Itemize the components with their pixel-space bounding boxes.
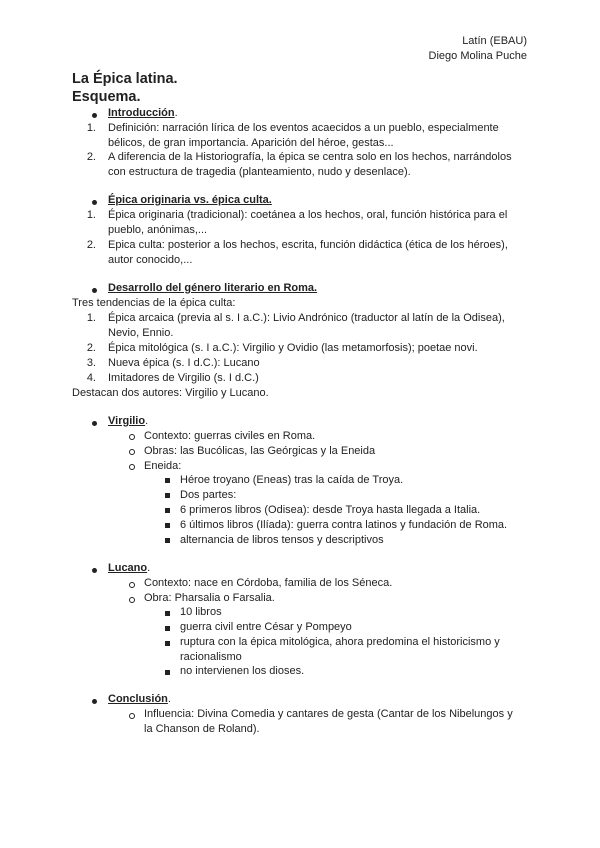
list-item-cont: bélicos, de gran importancia. Aparición del héroe, gestas...	[108, 137, 394, 149]
list-item: Épica arcaica (previa al s. I a.C.): Livio Andrónico (traductor al latín de la Odisea),	[108, 312, 505, 324]
list-item: Nueva épica (s. I d.C.): Lucano	[108, 357, 260, 369]
list-number: 4.	[86, 372, 96, 384]
list-item-cont: Nevio, Ennio.	[108, 327, 174, 339]
bullet-square-icon	[165, 670, 170, 675]
list-item: Definición: narración lírica de los eventos acaecidos a un pueblo, especialmente	[108, 122, 499, 134]
bullet-square-icon	[165, 641, 170, 646]
header-subject: Latín (EBAU)	[462, 35, 527, 47]
list-item: Imitadores de Virgilio (s. I d.C.)	[108, 372, 259, 384]
bullet-circle-icon	[129, 713, 135, 719]
list-item: no intervienen los dioses.	[180, 665, 305, 677]
bullet-circle-icon	[129, 597, 135, 603]
paragraph-text: Destacan dos autores: Virgilio y Lucano.	[72, 387, 269, 399]
list-item-cont: autor conocido,...	[108, 254, 193, 266]
list-number: 1.	[86, 122, 96, 134]
bullet-disc-icon	[92, 699, 97, 704]
bullet-circle-icon	[129, 582, 135, 588]
section-heading-conclusion: Conclusión.	[108, 693, 171, 705]
bullet-disc-icon	[92, 288, 97, 293]
section-heading-desarrollo: Desarrollo del género literario en Roma.	[108, 282, 318, 294]
list-item: 10 libros	[180, 606, 222, 618]
list-item: Contexto: guerras civiles en Roma.	[144, 430, 316, 442]
header-author: Diego Molina Puche	[428, 50, 527, 62]
list-item-cont: la Chanson de Roland).	[144, 723, 260, 735]
list-number: 2.	[86, 239, 96, 251]
bullet-square-icon	[165, 626, 170, 631]
list-number: 1.	[86, 312, 96, 324]
bullet-square-icon	[165, 478, 170, 483]
list-item-cont: pueblo, anónimas,...	[108, 224, 208, 236]
section-heading-origen: Épica originaria vs. épica culta.	[108, 194, 272, 206]
list-item-cont: racionalismo	[180, 651, 242, 663]
list-number: 2.	[86, 342, 96, 354]
bullet-square-icon	[165, 508, 170, 513]
list-item: ruptura con la épica mitológica, ahora predomina el historicismo y	[180, 636, 500, 648]
list-item: Épica originaria (tradicional): coetánea a los hechos, oral, función histórica para el	[108, 209, 508, 221]
list-item: Héroe troyano (Eneas) tras la caída de Troya.	[180, 474, 404, 486]
list-item: alternancia de libros tensos y descriptivos	[180, 534, 384, 546]
list-item: Eneida:	[144, 460, 182, 472]
bullet-square-icon	[165, 538, 170, 543]
list-item: Epica culta: posterior a los hechos, escrita, función didáctica (ética de los héroes),	[108, 239, 508, 251]
list-item: 6 primeros libros (Odisea): desde Troya hasta llegada a Italia.	[180, 504, 481, 516]
list-number: 1.	[86, 209, 96, 221]
list-number: 3.	[86, 357, 96, 369]
bullet-square-icon	[165, 523, 170, 528]
list-item: guerra civil entre César y Pompeyo	[180, 621, 352, 633]
list-item: Obra: Pharsalia o Farsalia.	[144, 592, 275, 604]
bullet-circle-icon	[129, 449, 135, 455]
bullet-disc-icon	[92, 421, 97, 426]
bullet-circle-icon	[129, 434, 135, 440]
document-subtitle: Esquema.	[72, 89, 141, 105]
list-item: Dos partes:	[180, 489, 237, 501]
list-item: Épica mitológica (s. I a.C.): Virgilio y Ovidio (las metamorfosis); poetae novi.	[108, 342, 478, 354]
section-heading-virgilio: Virgilio.	[108, 415, 149, 427]
list-item: Influencia: Divina Comedia y cantares de gesta (Cantar de los Nibelungos y	[144, 708, 513, 720]
bullet-circle-icon	[129, 464, 135, 470]
list-number: 2.	[86, 151, 96, 163]
list-item: Contexto: nace en Córdoba, familia de los Séneca.	[144, 577, 393, 589]
bullet-square-icon	[165, 611, 170, 616]
section-heading-lucano: Lucano.	[108, 562, 151, 574]
document-title: La Épica latina.	[72, 71, 178, 87]
list-item-cont: con estructura de tragedia (planteamiento, nudo y desenlace).	[108, 166, 411, 178]
list-item: A diferencia de la Historiografía, la épica se centra solo en los hechos, narrándolos	[108, 151, 512, 163]
bullet-disc-icon	[92, 568, 97, 573]
bullet-square-icon	[165, 493, 170, 498]
section-heading-intro: Introducción.	[108, 107, 178, 119]
list-item: Obras: las Bucólicas, las Geórgicas y la Eneida	[144, 445, 376, 457]
bullet-disc-icon	[92, 200, 97, 205]
paragraph-text: Tres tendencias de la épica culta:	[72, 297, 236, 309]
list-item: 6 últimos libros (Ilíada): guerra contra latinos y fundación de Roma.	[180, 519, 508, 531]
bullet-disc-icon	[92, 113, 97, 118]
